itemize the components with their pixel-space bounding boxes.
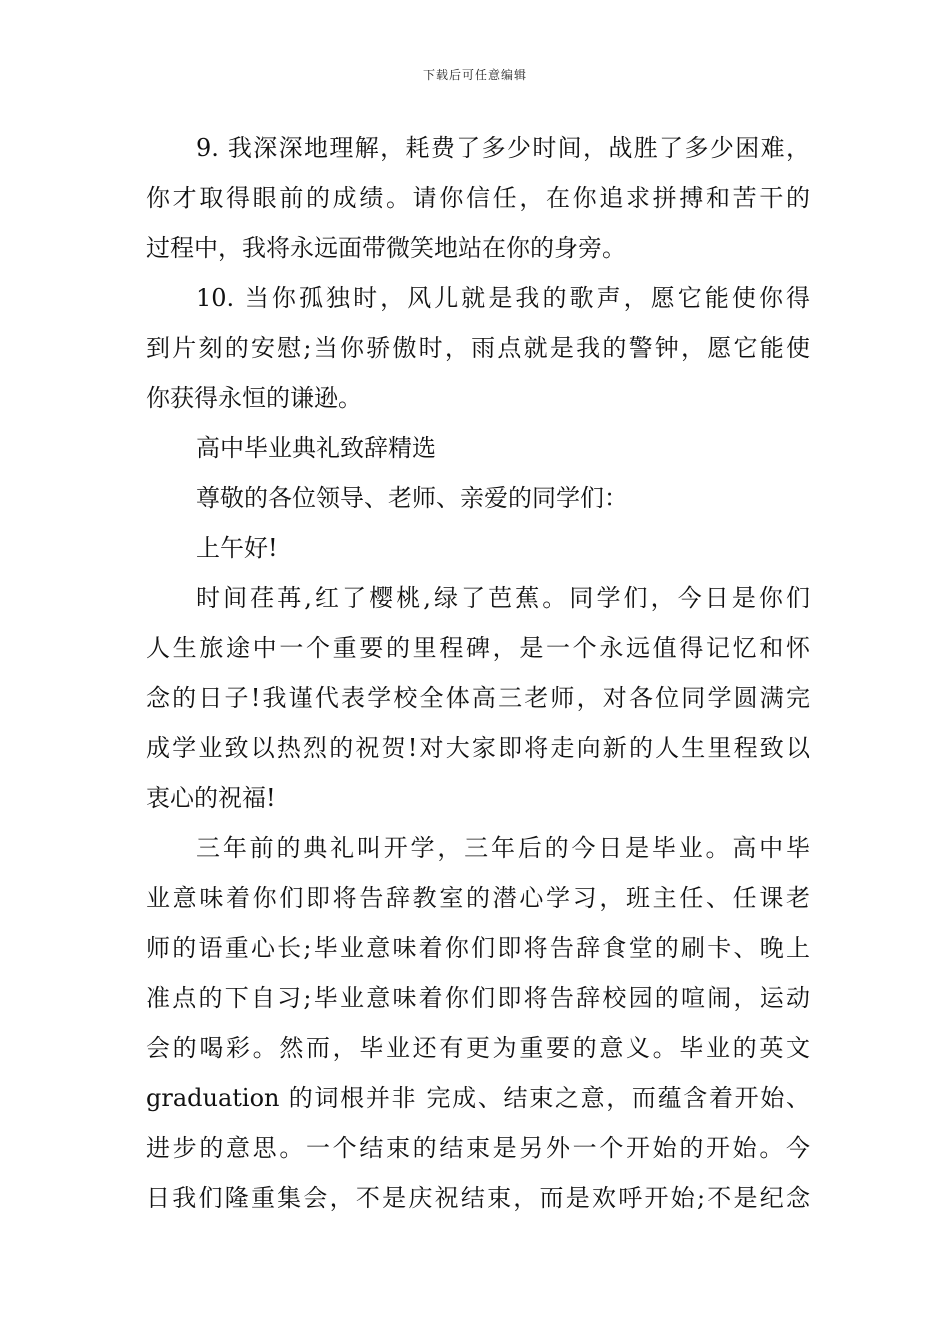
- text-line: 时间荏苒,红了樱桃,绿了芭蕉。同学们，今日是你们: [196, 584, 810, 612]
- greeting: 上午好!: [196, 534, 278, 562]
- text-line: graduation 的词根并非 完成、结束之意，而蕴含着开始、: [146, 1084, 810, 1112]
- text-line: 过程中，我将永远面带微笑地站在你的身旁。: [146, 234, 626, 262]
- salutation: 尊敬的各位领导、老师、亲爱的同学们：: [196, 484, 628, 512]
- text-line: 准点的下自习;毕业意味着你们即将告辞校园的喧闹，运动: [146, 984, 810, 1012]
- text-line: 念的日子!我谨代表学校全体高三老师，对各位同学圆满完: [146, 684, 810, 712]
- section-title: 高中毕业典礼致辞精选: [196, 434, 436, 462]
- document-body: [146, 123, 810, 1223]
- text-line: 衷心的祝福!: [146, 784, 276, 812]
- text-line: 师的语重心长;毕业意味着你们即将告辞食堂的刷卡、晚上: [146, 934, 810, 962]
- header-note: 下载后可任意编辑: [422, 68, 527, 82]
- text-line: 业意味着你们即将告辞教室的潜心学习，班主任、任课老: [146, 884, 810, 912]
- text-line: 你获得永恒的谦逊。: [146, 384, 362, 412]
- text-line: 日我们隆重集会，不是庆祝结束，而是欢呼开始;不是纪念: [146, 1184, 810, 1212]
- text-line: 成学业致以热烈的祝贺!对大家即将走向新的人生里程致以: [146, 734, 810, 762]
- text-line: 人生旅途中一个重要的里程碑，是一个永远值得记忆和怀: [146, 634, 810, 662]
- text-line: 9. 我深深地理解，耗费了多少时间，战胜了多少困难，: [196, 134, 810, 162]
- text-line: 三年前的典礼叫开学，三年后的今日是毕业。高中毕: [196, 834, 810, 862]
- text-line: 进步的意思。一个结束的结束是另外一个开始的开始。今: [146, 1134, 810, 1162]
- text-line: 会的喝彩。然而，毕业还有更为重要的意义。毕业的英文: [146, 1034, 810, 1062]
- text-line: 你才取得眼前的成绩。请你信任，在你追求拼搏和苦干的: [146, 184, 810, 212]
- text-line: 10. 当你孤独时，风儿就是我的歌声，愿它能使你得: [196, 284, 810, 312]
- text-line: 到片刻的安慰;当你骄傲时，雨点就是我的警钟，愿它能使: [146, 334, 810, 362]
